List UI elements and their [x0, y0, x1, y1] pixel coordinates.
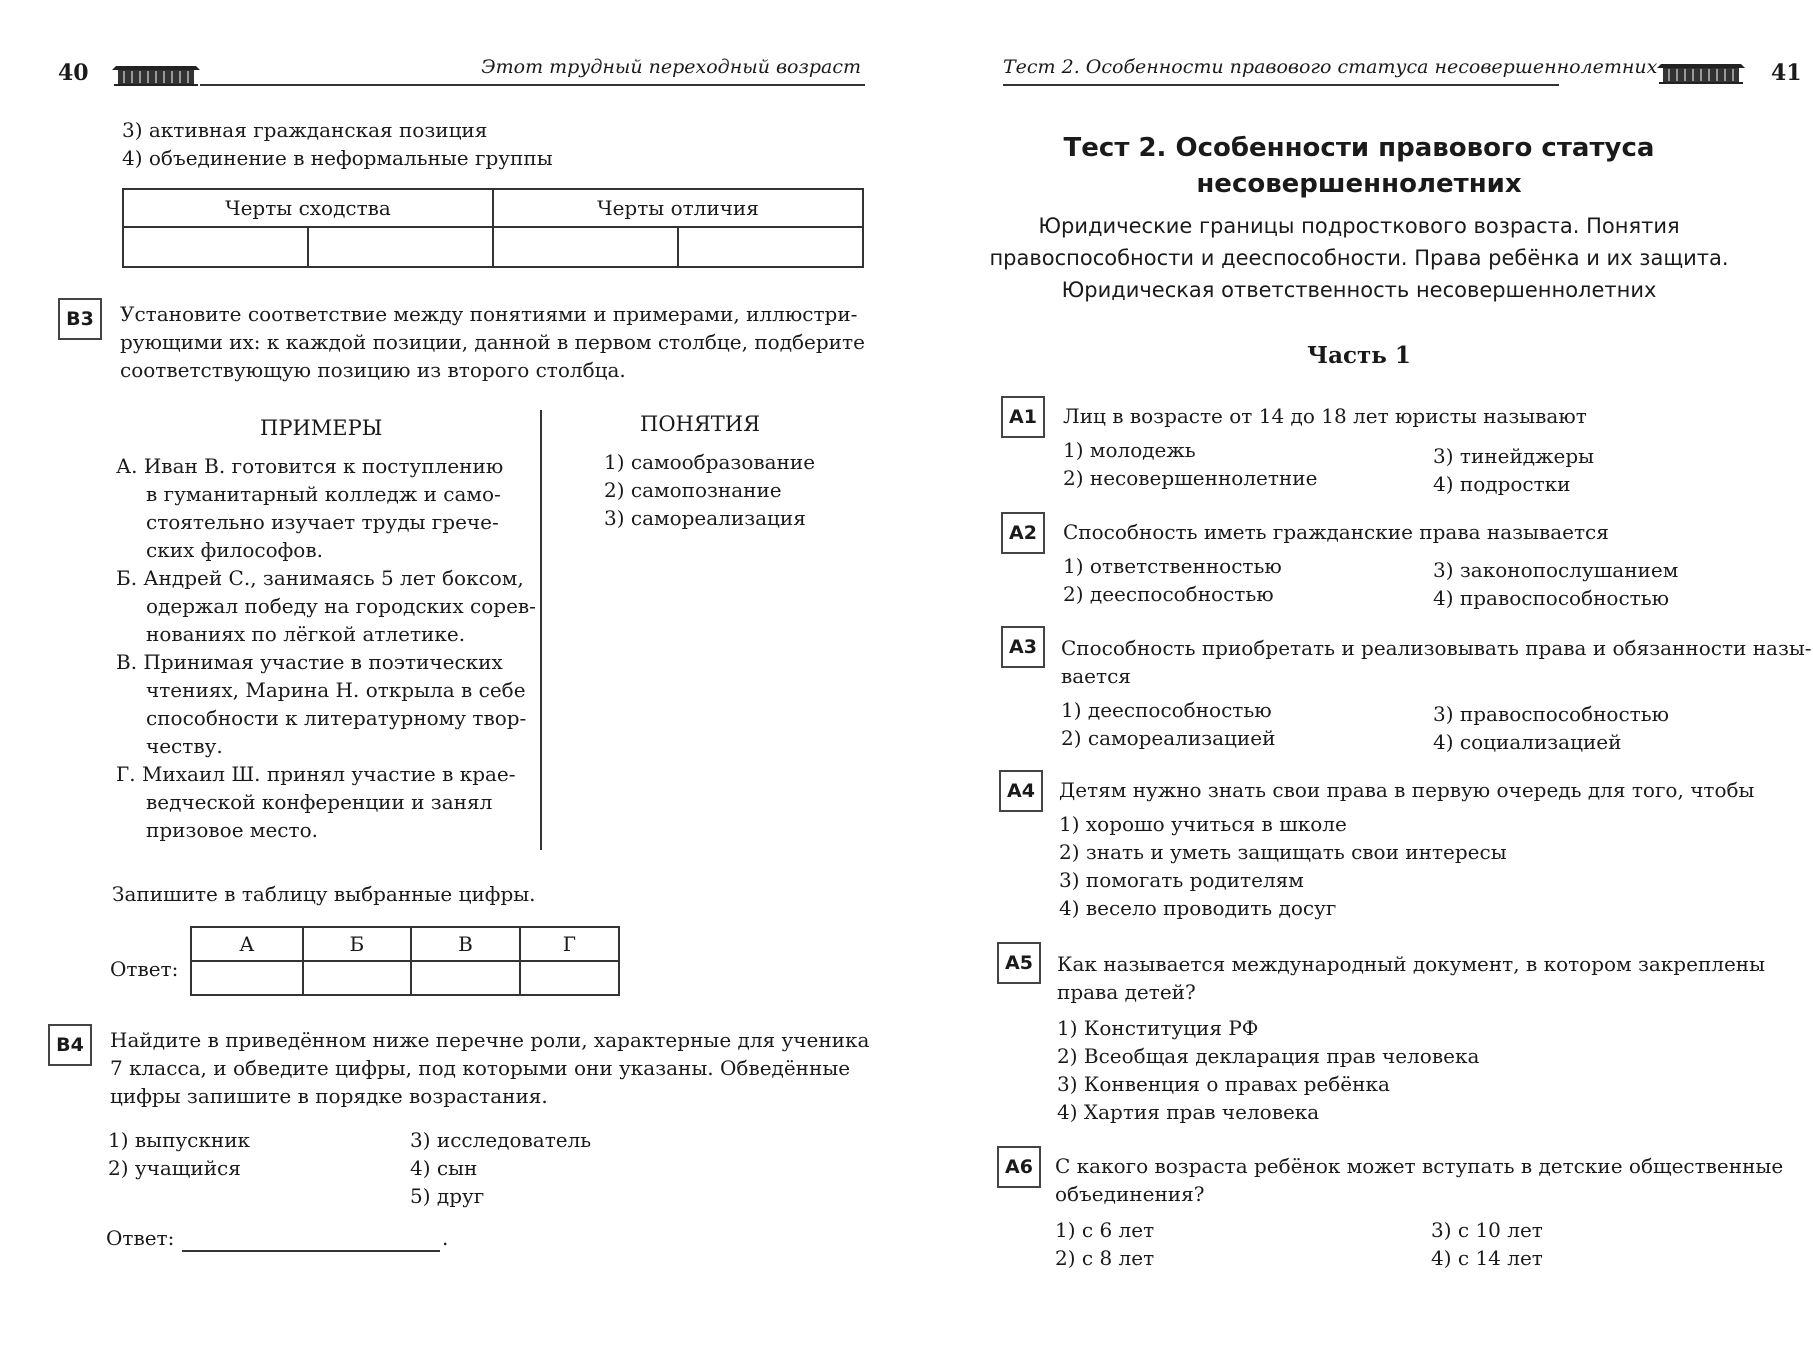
question-badge-a5: А5: [997, 942, 1041, 984]
answer-cell[interactable]: [520, 961, 619, 995]
answer-cell[interactable]: [191, 961, 303, 995]
option-item: 3) помогать родителям: [1059, 868, 1304, 892]
option-item: 2) дееспособностью: [1063, 582, 1274, 606]
option-item: 2) знать и уметь защищать свои интересы: [1059, 840, 1507, 864]
header-rule: [200, 84, 865, 86]
test-title: Тест 2. Особенности правового статуса: [1063, 133, 1655, 163]
test-subtitle: Юридическая ответственность несовершеннолетних: [1061, 278, 1657, 302]
task-text: Найдите в приведённом ниже перечне роли, характерные для ученика: [110, 1028, 870, 1052]
col-header-similarities: Черты сходства: [123, 189, 493, 227]
answer-label: Ответ:: [106, 1226, 175, 1250]
test-subtitle: правоспособности и дееспособности. Права ребёнка и их защита.: [989, 246, 1729, 270]
option-item: 4) подростки: [1433, 472, 1571, 496]
running-head-right: Тест 2. Особенности правового статуса несовершеннолетних: [1003, 56, 1658, 78]
question-text: объединения?: [1055, 1182, 1205, 1206]
list-item: 4) объединение в неформальные группы: [122, 146, 553, 170]
question-badge-a3: А3: [1001, 626, 1045, 668]
question-text: права детей?: [1057, 980, 1196, 1004]
example-line: чтениях, Марина Н. открыла в себе: [146, 678, 526, 702]
answer-cell[interactable]: [678, 227, 863, 267]
page-number-right: 41: [1771, 60, 1802, 86]
option-item: 4) сын: [410, 1156, 478, 1180]
option-item: 2) самореализацией: [1061, 726, 1276, 750]
example-line: ведческой конференции и занял: [146, 790, 493, 814]
right-page: [905, 0, 1813, 1362]
example-line: стоятельно изучает труды грече-: [146, 510, 499, 534]
write-prompt: Запишите в таблицу выбранные цифры.: [112, 882, 536, 906]
example-line: нованиях по лёгкой атлетике.: [146, 622, 466, 646]
example-line: способности к литературному твор-: [146, 706, 527, 730]
answer-col-header: Г: [520, 927, 619, 961]
concept-item: 2) самопознание: [604, 478, 782, 502]
option-item: 2) Всеобщая декларация прав человека: [1057, 1044, 1480, 1068]
example-line: призовое место.: [146, 818, 318, 842]
page-number-left: 40: [58, 60, 89, 86]
option-item: 2) учащийся: [108, 1156, 241, 1180]
question-badge-a4: А4: [999, 770, 1043, 812]
option-item: 2) с 8 лет: [1055, 1246, 1155, 1270]
compare-table: [122, 188, 864, 268]
question-badge-a6: А6: [997, 1146, 1041, 1188]
running-head-left: Этот трудный переходный возраст: [481, 56, 861, 78]
question-text: Способность иметь гражданские права называется: [1063, 520, 1609, 544]
question-text: Детям нужно знать свои права в первую очередь для того, чтобы: [1059, 778, 1755, 802]
question-text: Лиц в возрасте от 14 до 18 лет юристы называют: [1063, 404, 1587, 428]
question-badge-a2: А2: [1001, 512, 1045, 554]
option-item: 3) исследователь: [410, 1128, 592, 1152]
task-text: 7 класса, и обведите цифры, под которыми они указаны. Обведённые: [110, 1056, 851, 1080]
task-badge-b4: В4: [48, 1024, 92, 1066]
answer-label: Ответ:: [110, 957, 179, 981]
option-item: 1) хорошо учиться в школе: [1059, 812, 1347, 836]
example-line: А. Иван В. готовится к поступлению: [116, 454, 504, 478]
header-rule: [1003, 84, 1559, 86]
option-item: 4) социализацией: [1433, 730, 1622, 754]
building-icon: [1657, 58, 1745, 84]
option-item: 4) весело проводить досуг: [1059, 896, 1337, 920]
example-line: одержал победу на городских сорев-: [146, 594, 536, 618]
question-text: Способность приобретать и реализовывать права и обязанности назы-: [1061, 636, 1812, 660]
task-badge-b3: В3: [58, 298, 102, 340]
answer-col-header: В: [411, 927, 520, 961]
example-line: Г. Михаил Ш. принял участие в крае-: [116, 762, 516, 786]
task-text: Установите соответствие между понятиями и примерами, иллюстри-: [120, 302, 858, 326]
test-subtitle: Юридические границы подросткового возраста. Понятия: [1038, 214, 1680, 238]
option-item: 3) тинейджеры: [1433, 444, 1595, 468]
option-item: 3) правоспособностью: [1433, 702, 1670, 726]
option-item: 4) Хартия прав человека: [1057, 1100, 1320, 1124]
examples-header: ПРИМЕРЫ: [260, 416, 383, 440]
question-text: С какого возраста ребёнок может вступать в детские общественные: [1055, 1154, 1784, 1178]
list-item: 3) активная гражданская позиция: [122, 118, 488, 142]
task-text: рующими их: к каждой позиции, данной в первом столбце, подберите: [120, 330, 865, 354]
option-item: 3) с 10 лет: [1431, 1218, 1543, 1242]
col-header-differences: Черты отличия: [493, 189, 863, 227]
concept-item: 1) самообразование: [604, 450, 816, 474]
example-line: в гуманитарный колледж и само-: [146, 482, 501, 506]
option-item: 1) Конституция РФ: [1057, 1016, 1259, 1040]
answer-cell[interactable]: [493, 227, 678, 267]
question-text: Как называется международный документ, в котором закреплены: [1057, 952, 1766, 976]
option-item: 5) друг: [410, 1184, 485, 1208]
answer-cell[interactable]: [308, 227, 493, 267]
example-line: Б. Андрей С., занимаясь 5 лет боксом,: [116, 566, 524, 590]
option-item: 3) законопослушанием: [1433, 558, 1679, 582]
building-icon: [112, 60, 200, 86]
answer-cell[interactable]: [303, 961, 412, 995]
option-item: 4) правоспособностью: [1433, 586, 1670, 610]
concept-item: 3) самореализация: [604, 506, 806, 530]
answer-end: .: [442, 1226, 449, 1250]
part-heading: Часть 1: [1307, 342, 1411, 369]
option-item: 1) дееспособностью: [1061, 698, 1272, 722]
test-title: несовершеннолетних: [1196, 169, 1522, 199]
example-line: В. Принимая участие в поэтических: [116, 650, 503, 674]
example-line: ских философов.: [146, 538, 323, 562]
answer-col-header: А: [191, 927, 303, 961]
option-item: 1) выпускник: [108, 1128, 251, 1152]
option-item: 4) с 14 лет: [1431, 1246, 1543, 1270]
concepts-header: ПОНЯТИЯ: [640, 412, 761, 436]
option-item: 2) несовершеннолетние: [1063, 466, 1318, 490]
column-divider: [540, 410, 542, 850]
option-item: 1) с 6 лет: [1055, 1218, 1155, 1242]
left-page: [0, 0, 905, 1362]
option-item: 3) Конвенция о правах ребёнка: [1057, 1072, 1390, 1096]
question-text: вается: [1061, 664, 1131, 688]
option-item: 1) молодежь: [1063, 438, 1196, 462]
option-item: 1) ответственностью: [1063, 554, 1282, 578]
answer-cell[interactable]: [123, 227, 308, 267]
answer-col-header: Б: [303, 927, 412, 961]
question-badge-a1: А1: [1001, 396, 1045, 438]
answer-table: [190, 926, 620, 996]
task-text: цифры запишите в порядке возрастания.: [110, 1084, 548, 1108]
task-text: соответствующую позицию из второго столбца.: [120, 358, 626, 382]
example-line: честву.: [146, 734, 223, 758]
answer-line[interactable]: [182, 1250, 440, 1252]
answer-cell[interactable]: [411, 961, 520, 995]
